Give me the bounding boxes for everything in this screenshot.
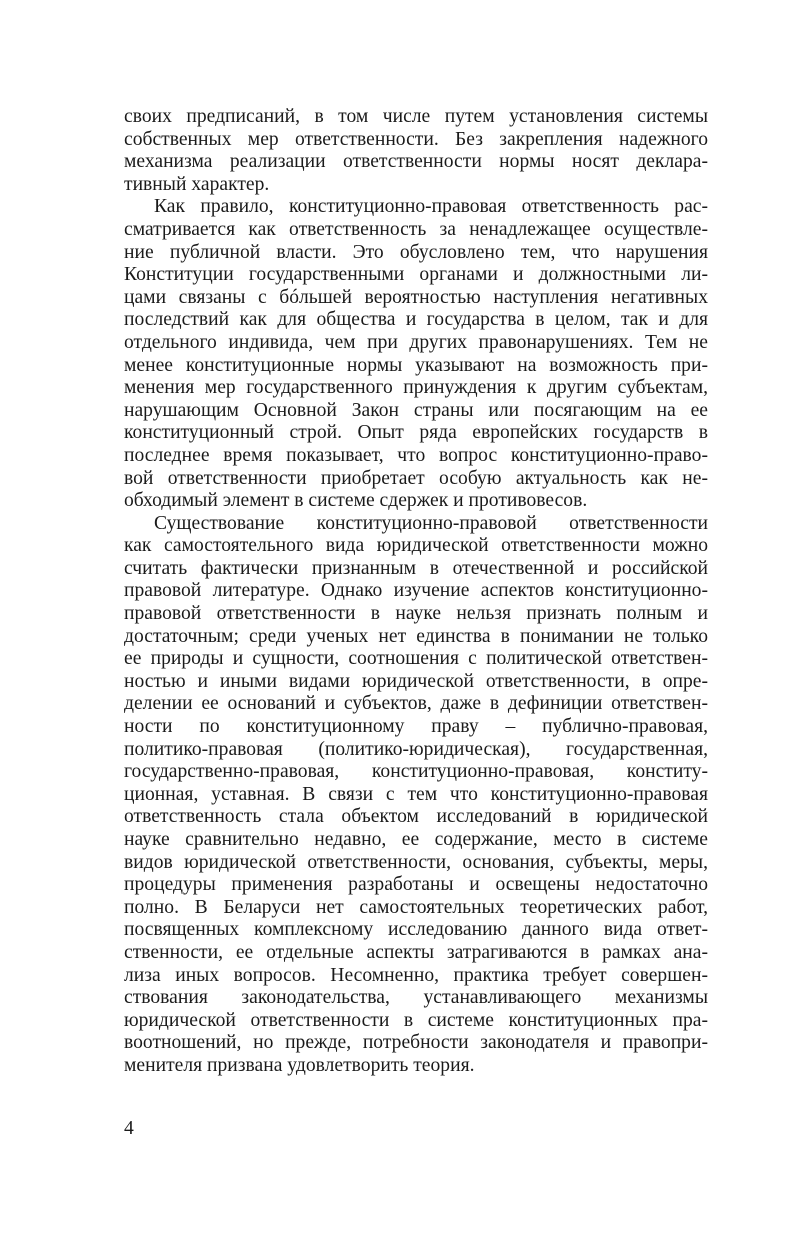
text-line: ствования законодательства, устанавливающего механизмы <box>124 987 708 1009</box>
text-line: ностью и иными видами юридической ответственности, в опре- <box>124 670 708 692</box>
text-line: обходимый элемент в системе сдержек и противовесов. <box>124 490 588 512</box>
text-line: как самостоятельного вида юридической ответственности можно <box>124 535 708 557</box>
body-text <box>124 106 708 1078</box>
text-line: конституционный строй. Опыт ряда европейских государств в <box>124 422 708 444</box>
text-line: тивный характер. <box>124 173 270 195</box>
text-line: сматривается как ответственность за ненадлежащее осуществле- <box>124 218 708 240</box>
text-line: ответственность стала объектом исследований в юридической <box>124 806 708 828</box>
text-line: ние публичной власти. Это обусловлено тем, что нарушения <box>124 241 708 263</box>
text-line: ности по конституционному праву – публично-правовая, <box>124 716 708 738</box>
text-line: отдельного индивида, чем при других правонарушениях. Тем не <box>124 331 708 353</box>
text-line: последнее время показывает, что вопрос конституционно-право- <box>124 444 708 466</box>
text-line: государственно-правовая, конституционно-правовая, конститу- <box>124 761 708 783</box>
text-line: достаточным; среди ученых нет единства в понимании не только <box>124 625 708 647</box>
text-line: менителя призвана удовлетворить теория. <box>124 1054 475 1076</box>
text-line: посвященных комплексному исследованию данного вида ответ- <box>124 919 708 941</box>
text-line: Конституции государственными органами и должностными ли- <box>124 264 708 286</box>
text-line: вой ответственности приобретает особую актуальность как не- <box>124 467 708 489</box>
text-line: делении ее оснований и субъектов, даже в дефиниции ответствен- <box>124 693 708 715</box>
text-line: Существование конституционно-правовой ответственности <box>154 512 708 534</box>
text-line: полно. В Беларуси нет самостоятельных теоретических работ, <box>124 896 708 918</box>
text-line: политико-правовая (политико-юридическая), государственная, <box>124 738 708 760</box>
text-line: воотношений, но прежде, потребности законодателя и правопри- <box>124 1032 708 1054</box>
page-number: 4 <box>124 1118 134 1139</box>
text-line: процедуры применения разработаны и освещены недостаточно <box>124 874 708 896</box>
text-line: юридической ответственности в системе конституционных пра- <box>124 1009 708 1031</box>
text-line: лиза иных вопросов. Несомненно, практика требует совершен- <box>124 964 708 986</box>
text-line: ственности, ее отдельные аспекты затрагиваются в рамках ана- <box>124 941 708 963</box>
text-line: своих предписаний, в том числе путем установления системы <box>124 106 708 127</box>
text-line: собственных мер ответственности. Без закрепления надежного <box>124 128 708 150</box>
text-line: считать фактически признанным в отечественной и российской <box>124 557 708 579</box>
text-line: менее конституционные нормы указывают на возможность при- <box>124 354 708 376</box>
text-line: последствий как для общества и государства в целом, так и для <box>124 309 708 331</box>
text-line: менения мер государственного принуждения к другим субъектам, <box>124 377 708 399</box>
text-line: Как правило, конституционно-правовая ответственность рас- <box>154 196 708 218</box>
text-line: правовой литературе. Однако изучение аспектов конституционно- <box>124 580 708 602</box>
text-line: ее природы и сущности, соотношения с политической ответствен- <box>124 648 708 670</box>
text-line: цами связаны с бóльшей вероятностью наступления негативных <box>124 286 708 308</box>
text-line: правовой ответственности в науке нельзя признать полным и <box>124 603 708 625</box>
text-line: видов юридической ответственности, основания, субъекты, меры, <box>124 851 708 873</box>
text-line: ционная, уставная. В связи с тем что конституционно-правовая <box>124 783 708 805</box>
text-line: механизма реализации ответственности нормы носят деклара- <box>124 151 708 173</box>
text-line: нарушающим Основной Закон страны или посягающим на ее <box>124 399 708 421</box>
text-line: науке сравнительно недавно, ее содержание, место в системе <box>124 829 708 850</box>
